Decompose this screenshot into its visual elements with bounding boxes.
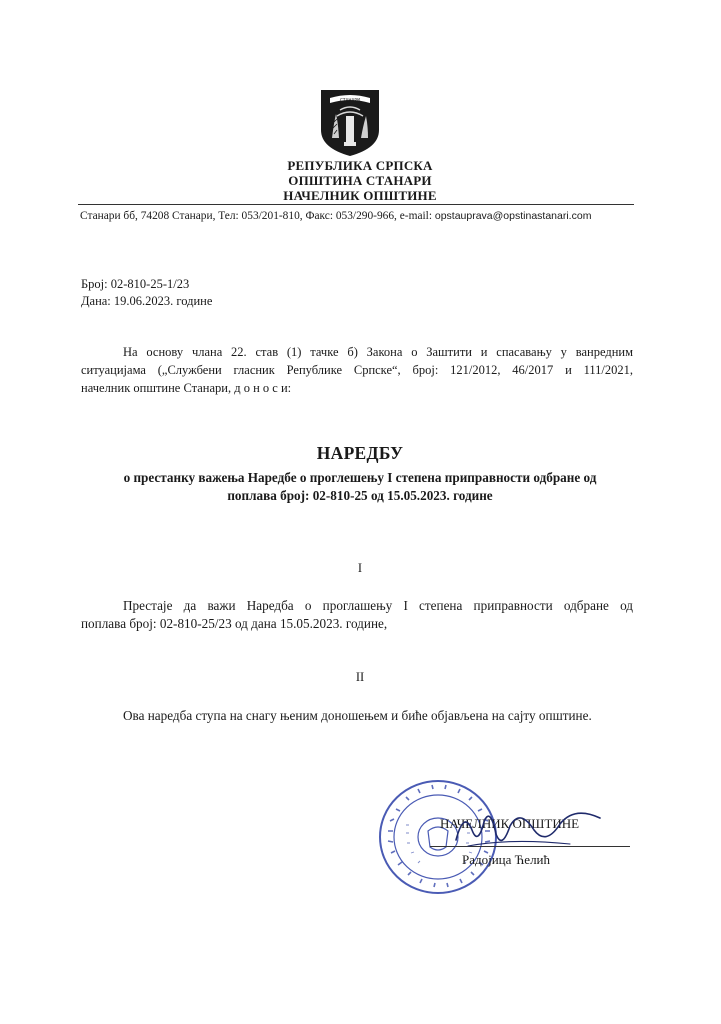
header-municipality: ОПШТИНА СТАНАРИ: [288, 173, 432, 188]
subtitle-line: о престанку важења Наредбе о проглешењу I степена приправности одбране од: [123, 470, 597, 485]
preamble-paragraph: [81, 343, 633, 397]
contact-email: opstauprava@opstinastanari.com: [434, 210, 592, 222]
preamble-line: ситуацијама („Службени гласник Републике Српске“, број: 121/2012, 46/2017 и 111/2021,: [81, 363, 633, 377]
document-subtitle: [80, 469, 640, 505]
contact-line: [80, 210, 640, 222]
section-numeral: I: [357, 561, 363, 575]
paragraph-line: Престаје да важи Наредба о проглашењу I степена приправности одбране од: [123, 598, 633, 613]
header-country: РЕПУБЛИКА СРПСКА: [287, 158, 433, 173]
section-2-paragraph: Ова наредба ступа на снагу њеним доношењем и биће објављена на сајту општине.: [123, 708, 592, 723]
handwritten-signature: [450, 800, 610, 860]
subtitle-line: поплава број: 02-810-25 од 15.05.2023. године: [227, 488, 493, 503]
document-title: НАРЕДБУ: [316, 443, 404, 463]
header-office: НАЧЕЛНИК ОПШТИНЕ: [283, 188, 437, 203]
coat-of-arms-logo: [318, 86, 382, 158]
document-number: Број: 02-810-25-1/23: [81, 277, 190, 291]
document-date: Дана: 19.06.2023. године: [81, 294, 213, 308]
preamble-line: начелник општине Станари, д о н о с и:: [81, 381, 292, 395]
contact-address: Станари бб, 74208 Станари, Тел: 053/201-810, Факс: 053/290-966, e-mail:: [80, 210, 435, 222]
section-numeral: II: [355, 670, 365, 684]
paragraph-line: поплава број: 02-810-25/23 од дана 15.05.2023. године,: [81, 616, 388, 631]
header-divider: [78, 204, 634, 205]
signatory-name: Радојица Ћелић: [462, 852, 551, 867]
signatory-title: НАЧЕЛНИК ОПШТИНЕ: [440, 816, 580, 831]
section-1-paragraph: [81, 597, 633, 633]
preamble-line: На основу члана 22. став (1) тачке б) Закона о Заштити и спасавању у ванредним: [123, 345, 633, 359]
crest-banner-text: СТАНАРИ: [339, 97, 361, 103]
